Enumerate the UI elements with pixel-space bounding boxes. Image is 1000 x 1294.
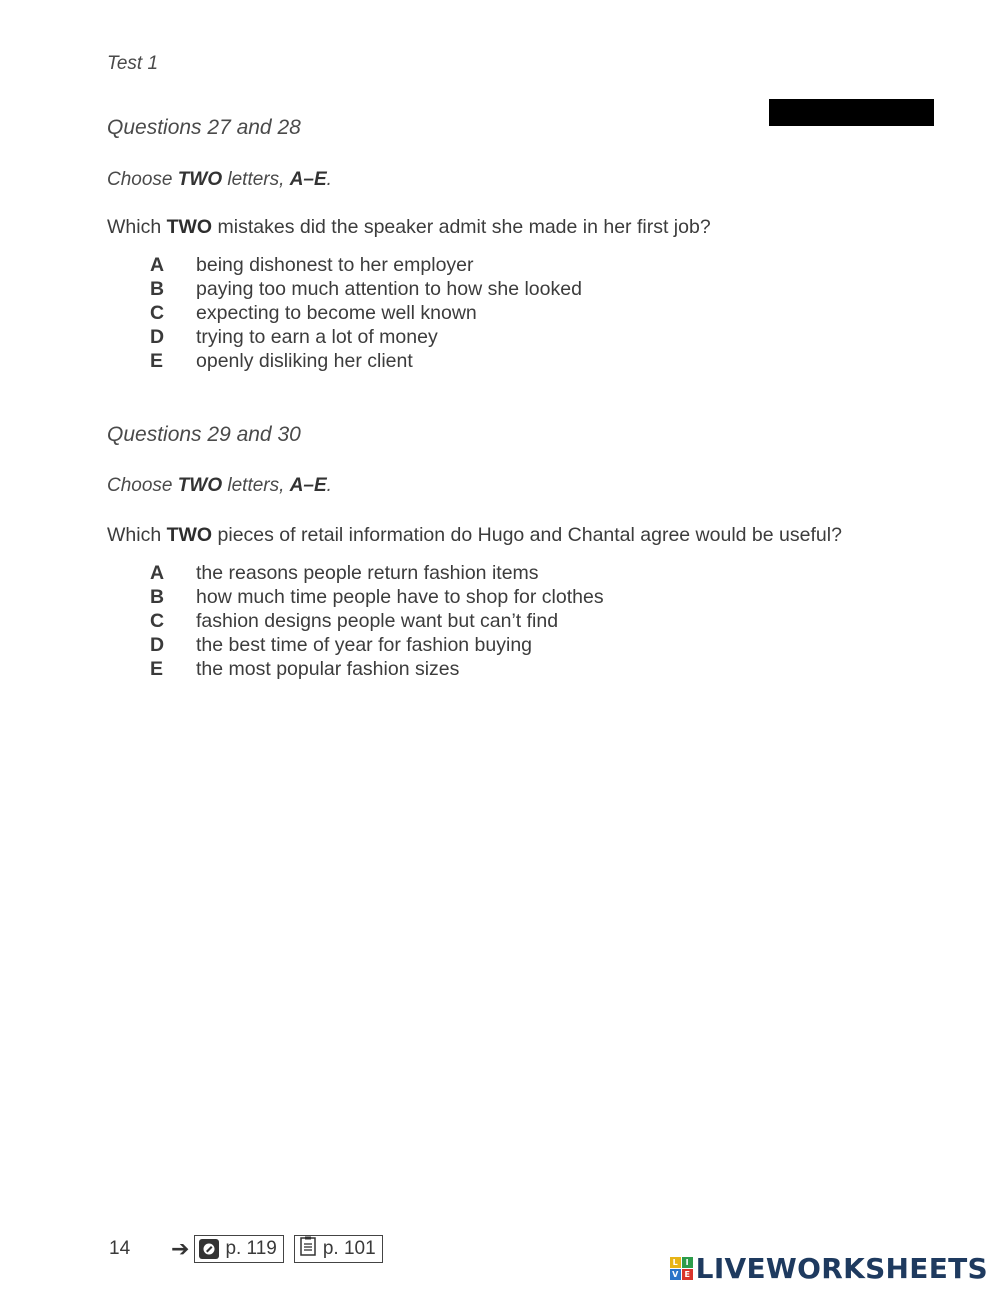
list-item [150, 609, 604, 633]
logo-grid-cell: L [670, 1257, 681, 1268]
page-number: 14 [109, 1238, 131, 1259]
option-letter: E [150, 350, 164, 373]
list-item [150, 634, 604, 658]
list-item [150, 658, 604, 682]
option-text: the best time of year for fashion buying [196, 634, 533, 657]
list-item [150, 561, 604, 585]
section2-title: Questions 29 and 30 [107, 423, 301, 446]
option-letter: A [150, 253, 165, 276]
section1-options [150, 253, 582, 374]
brand-name: LIVEWORKSHEETS [695, 1252, 988, 1285]
option-letter: D [150, 634, 165, 657]
section1-instruction: Choose TWO letters, A–E. [107, 169, 332, 190]
logo-grid-cell: E [682, 1269, 693, 1280]
test-label: Test 1 [107, 53, 159, 74]
logo-grid-cell: I [682, 1257, 693, 1268]
list-item [150, 301, 582, 325]
liveworksheets-logo [670, 1252, 988, 1285]
option-text: how much time people have to shop for clothes [196, 585, 604, 608]
option-letter: D [150, 326, 165, 349]
option-text: being dishonest to her employer [196, 253, 474, 276]
audio-reference [194, 1235, 283, 1263]
list-item [150, 326, 582, 350]
option-letter: C [150, 301, 165, 324]
section2-options [150, 561, 604, 682]
list-item [150, 253, 582, 277]
arrow-right-icon: ➔ [171, 1236, 190, 1261]
option-letter: C [150, 609, 165, 632]
option-text: trying to earn a lot of money [196, 326, 438, 349]
section1-question: Which TWO mistakes did the speaker admit she made in her first job? [107, 216, 711, 238]
audio-page-ref: p. 119 [225, 1238, 277, 1259]
option-letter: B [150, 277, 165, 300]
page-footer [109, 1235, 393, 1263]
section1-title: Questions 27 and 28 [107, 116, 301, 139]
option-letter: E [150, 658, 164, 681]
transcript-page-ref: p. 101 [322, 1238, 376, 1259]
redaction-bar [769, 99, 934, 126]
transcript-icon [299, 1236, 317, 1262]
option-text: openly disliking her client [196, 350, 413, 373]
list-item [150, 585, 604, 609]
option-text: the reasons people return fashion items [196, 561, 539, 584]
audio-icon [199, 1239, 219, 1259]
logo-grid-icon [670, 1257, 693, 1280]
logo-grid-cell: V [670, 1269, 681, 1280]
section2-question: Which TWO pieces of retail information do Hugo and Chantal agree would be useful? [107, 524, 842, 546]
option-letter: B [150, 585, 165, 608]
option-text: fashion designs people want but can’t find [196, 609, 559, 632]
option-letter: A [150, 561, 165, 584]
section2-instruction: Choose TWO letters, A–E. [107, 475, 332, 496]
transcript-reference [294, 1235, 383, 1263]
option-text: the most popular fashion sizes [196, 658, 460, 681]
option-text: expecting to become well known [196, 301, 477, 324]
list-item [150, 277, 582, 301]
option-text: paying too much attention to how she looked [196, 277, 582, 300]
list-item [150, 350, 582, 374]
